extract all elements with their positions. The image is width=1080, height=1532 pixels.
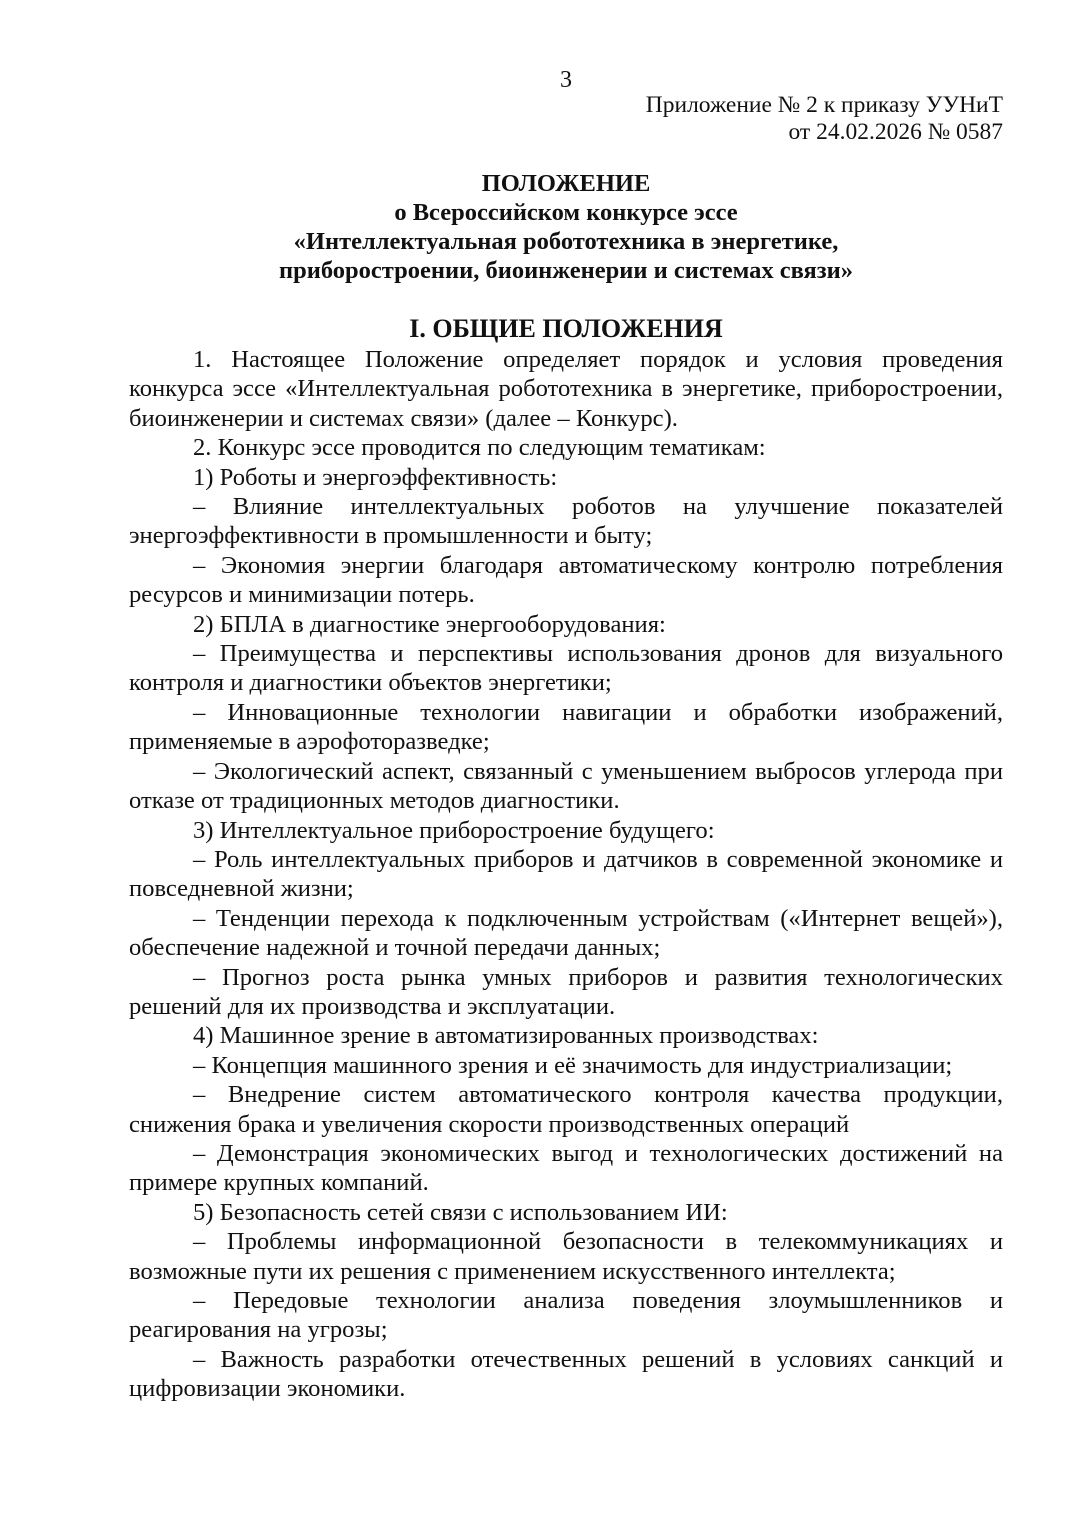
title-contest-name-cont: приборостроении, биоинженерии и системах связи» xyxy=(278,257,853,284)
topic-item: – Влияние интеллектуальных роботов на улучшение показателей энергоэффективности в промышленности и быту; xyxy=(129,493,1003,550)
annex-reference xyxy=(646,92,1003,146)
topic-item: – Инновационные технологии навигации и обработки изображений, применяемые в аэрофоторазведке; xyxy=(129,698,1003,756)
topic-item: – Демонстрация экономических выгод и технологических достижений на примере крупных компаний. xyxy=(129,1139,1003,1197)
topic-item: – Внедрение систем автоматического контроля качества продукции, снижения брака и увеличения скорости производственных операций xyxy=(129,1081,1003,1138)
topic-item: – Концепция машинного зрения и её значимость для индустриализации; xyxy=(193,1051,953,1079)
topic-item: – Передовые технологии анализа поведения злоумышленников и реагирования на угрозы; xyxy=(129,1287,1003,1344)
topic-item: – Экономия энергии благодаря автоматическому контролю потребления ресурсов и минимизации потерь. xyxy=(129,551,1003,609)
document-title xyxy=(129,169,1003,285)
title-subtitle: о Всероссийском конкурсе эссе xyxy=(394,199,738,226)
topic-item: – Проблемы информационной безопасности в телекоммуникациях и возможные пути их решения с применением искусственного интеллекта; xyxy=(129,1228,1003,1285)
topic-heading: 2) БПЛА в диагностике энергооборудования: xyxy=(193,610,666,638)
topic-heading: 3) Интеллектуальное приборостроение будущего: xyxy=(193,816,715,844)
annex-order-date: от 24.02.2026 № 0587 xyxy=(788,119,1003,145)
title-contest-name: «Интеллектуальная робототехника в энергетике, xyxy=(293,228,839,255)
topic-item: – Роль интеллектуальных приборов и датчиков в современной экономике и повседневной жизни; xyxy=(129,845,1003,903)
topic-item: – Важность разработки отечественных решений в условиях санкций и цифровизации экономики. xyxy=(129,1345,1003,1403)
annex-line: Приложение № 2 к приказу УУНиТ xyxy=(645,92,1003,118)
page-number: 3 xyxy=(560,67,572,93)
topic-item: – Экологический аспект, связанный с уменьшением выбросов углерода при отказе от традиционных методов диагностики. xyxy=(129,757,1003,815)
topic-heading: 5) Безопасность сетей связи с использованием ИИ: xyxy=(193,1198,728,1226)
paragraph: 2. Конкурс эссе проводится по следующим тематикам: xyxy=(193,434,766,462)
topic-heading: 4) Машинное зрение в автоматизированных производствах: xyxy=(193,1022,819,1050)
topic-item: – Преимущества и перспективы использования дронов для визуального контроля и диагностики объектов энергетики; xyxy=(129,640,1003,697)
topic-heading: 1) Роботы и энергоэффективность: xyxy=(193,463,558,491)
section-body xyxy=(129,345,1003,1404)
section-heading: I. ОБЩИЕ ПОЛОЖЕНИЯ xyxy=(409,314,723,343)
topic-item: – Прогноз роста рынка умных приборов и развития технологических решений для их производства и эксплуатации. xyxy=(129,963,1003,1020)
title-heading: ПОЛОЖЕНИЕ xyxy=(481,170,651,197)
topic-item: – Тенденции перехода к подключенным устройствам («Интернет вещей»), обеспечение надежной и точной передачи данных; xyxy=(129,904,1003,962)
paragraph: 1. Настоящее Положение определяет порядок и условия проведения конкурса эссе «Интеллектуальная робототехника в энергетике, приборостроении, биоинженерии и системах связи» (далее – Конкурс). xyxy=(129,346,1003,432)
